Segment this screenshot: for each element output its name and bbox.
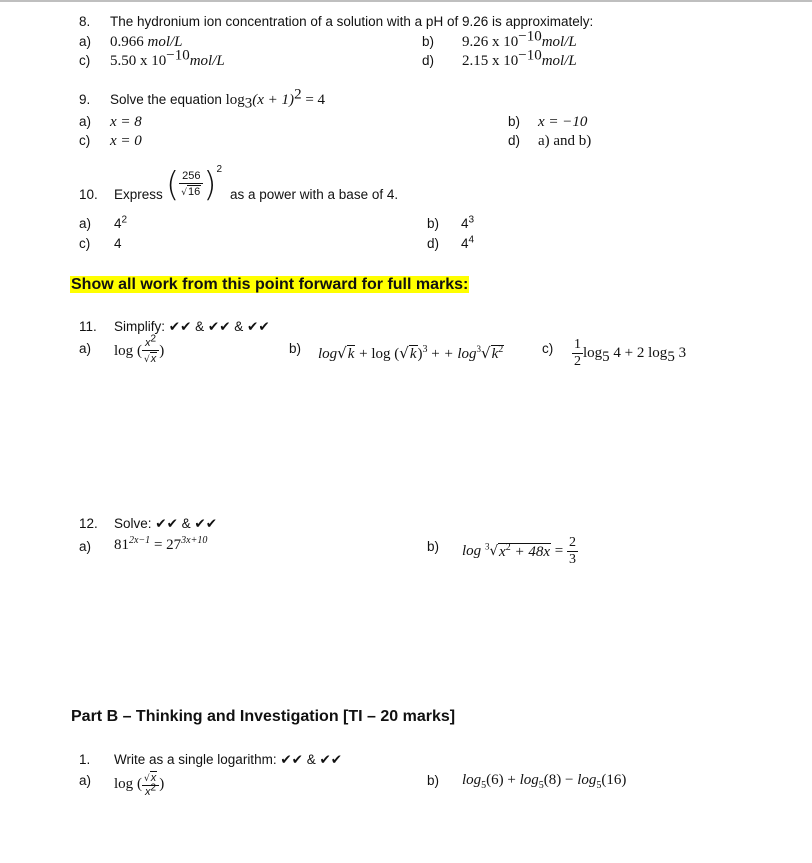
q9-question [110,86,326,112]
q12-number: 12. [79,516,98,531]
q8-a-unit: mol/L [147,34,183,50]
q11-b-label: b) [289,341,302,356]
q11-c-expression: $\frac{1}{2}$ $\log_5 4 + 2$ $\log_5 3$ [574,337,687,369]
q10-b-label: b) [427,216,440,231]
q9-c-value: x = 0 [110,133,142,149]
q9-c-label: c) [79,133,91,148]
q10-word: Express [114,187,163,202]
q12-heading [114,515,217,533]
q8-b-value: 9.26 x 10 [462,34,519,50]
q12-b-expression: $\log ^3√x^2 + 48x$ = $\frac{2}{3}$ [462,535,576,567]
q10-b-option: $4^3$ [461,214,475,231]
q11-heading [114,318,270,336]
q10-c-value: 4 [114,236,122,251]
q11-word: Simplify: [114,319,166,334]
b1-number: 1. [79,752,91,767]
q11-marks: ✔✔ & ✔✔ & ✔✔ [168,319,270,334]
page-top-border [0,0,812,2]
b1-heading [114,751,342,769]
q10-expression: ( $\frac{256}{√16}$ )$^2$ [166,164,223,205]
q9-d-value: a) and b) [538,133,592,149]
q9-base: 3 [244,95,253,112]
b1-marks: ✔✔ & ✔✔ [280,752,343,767]
q10-fraction: $\frac{256}{√16}$ [179,171,203,198]
b1-b-label: b) [427,773,440,788]
q11-a-expression: log ( $\frac{x^2}{√x}$ ) [114,333,165,365]
q8-d-label: d) [422,53,435,68]
b1-a-expression: log ( $\frac{√x}{x^2}$ ) [114,772,165,799]
q9-question-text: Solve the equation [110,92,222,107]
q11-c-label: c) [542,341,554,356]
instruction-banner-text: Show all work from this point forward for full marks: [71,276,469,293]
q10-d-label: d) [427,236,440,251]
q10-a-option: $4^2$ [114,214,128,231]
q9-d-label: d) [508,133,521,148]
b1-question: Write as a single logarithm: [114,752,277,767]
q8-c-value: 5.50 x 10 [110,53,167,69]
instruction-banner [70,276,469,294]
q10-a-label: a) [79,216,92,231]
q8-d-value: 2.15 x 10 [462,53,519,69]
q9-b-label: b) [508,114,521,129]
b1-a-label: a) [79,773,92,788]
q8-c-option [110,47,225,70]
q12-marks: ✔✔ & ✔✔ [155,516,218,531]
q10-c-label: c) [79,236,91,251]
q8-d-unit: mol/L [541,53,577,69]
q10-tail: as a power with a base of 4. [230,187,399,202]
q8-d-exp: −10 [518,47,542,64]
b1-b-expression: $\log_5(6) + \log_5(8) - \log_5(16)$ [462,772,627,791]
q8-b-unit: mol/L [541,34,577,50]
q9-a-value: x = 8 [110,114,142,130]
q9-power: 2 [294,86,302,103]
q9-arg: (x + 1) [252,92,295,108]
q12-word: Solve: [114,516,152,531]
q8-b-label: b) [422,34,435,49]
q11-a-label: a) [79,341,92,356]
q11-number: 11. [79,319,97,334]
q10-power: 2 [216,164,223,175]
q8-a-value: 0.966 [110,34,144,50]
q9-log: log [225,92,245,108]
q8-c-unit: mol/L [189,53,225,69]
q8-c-exp: −10 [166,47,190,64]
q8-b-exp: −10 [518,28,542,45]
q12-b-label: b) [427,539,440,554]
q9-b-value: x = −10 [538,114,588,130]
q8-c-label: c) [79,53,91,68]
q8-number: 8. [79,14,91,29]
q10-d-option: $4^4$ [461,234,475,251]
q12-a-label: a) [79,539,92,554]
q9-number: 9. [79,92,91,107]
q12-a-expression: $81^{2x-1} = 27^{3x+10}$ [114,535,208,553]
q8-question: The hydronium ion concentration of a solution with a pH of 9.26 is approximately: [110,14,594,29]
q8-d-option [462,47,577,70]
q10-number: 10. [79,187,98,202]
q10-denominator: 16 [188,186,201,199]
q10-numerator: 256 [179,171,203,184]
q8-a-label: a) [79,34,92,49]
part-b-title: Part B – Thinking and Investigation [TI – 20 marks] [71,708,456,725]
q9-rhs: = 4 [301,92,326,108]
q11-b-expression: $\log√k + \log (√k)^3$ + + $\log^3√k^2$ [318,344,504,362]
q9-a-label: a) [79,114,92,129]
